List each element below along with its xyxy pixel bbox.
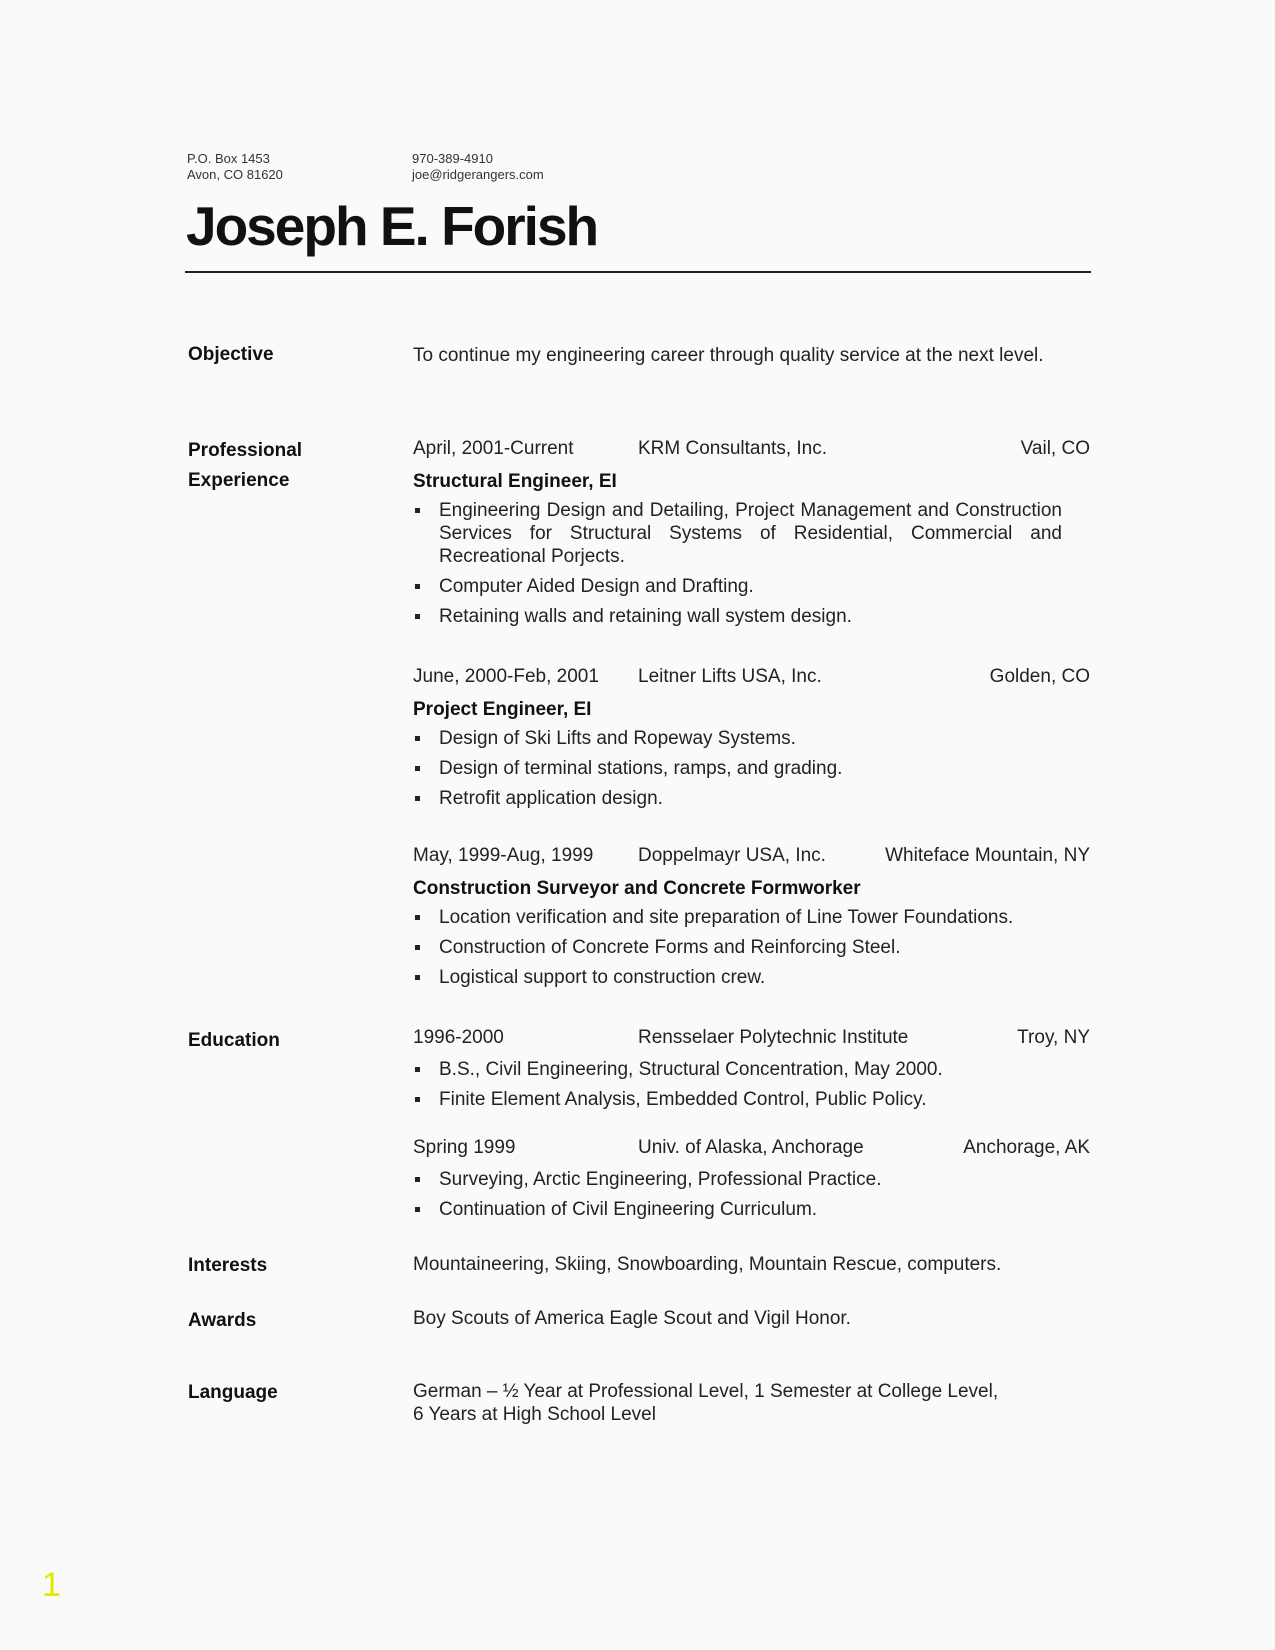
bullet-icon xyxy=(415,796,420,801)
awards-text: Boy Scouts of America Eagle Scout and Vigil Honor. xyxy=(413,1308,851,1329)
bullet-icon xyxy=(415,614,420,619)
list-item: Construction of Concrete Forms and Reinforcing Steel. xyxy=(413,936,1090,959)
entry-header xyxy=(413,437,1090,467)
experience-label xyxy=(188,436,302,496)
experience-label-line-2: Experience xyxy=(188,470,290,491)
entry-organization: Leitner Lifts USA, Inc. xyxy=(638,666,822,687)
bullet-icon xyxy=(415,1067,420,1072)
entry-bullets xyxy=(413,906,1090,989)
education-label: Education xyxy=(188,1030,280,1051)
entry-date: June, 2000-Feb, 2001 xyxy=(413,666,599,687)
entry-date: Spring 1999 xyxy=(413,1137,516,1158)
entry-location: Vail, CO xyxy=(1020,438,1090,459)
entry-organization: Rensselaer Polytechnic Institute xyxy=(638,1027,909,1048)
entry-location: Golden, CO xyxy=(989,666,1090,687)
entry-date: May, 1999-Aug, 1999 xyxy=(413,845,594,866)
list-item: Retaining walls and retaining wall system design. xyxy=(413,605,1090,628)
entry-location: Troy, NY xyxy=(1017,1027,1090,1048)
address-block xyxy=(187,151,283,183)
experience-entry-2 xyxy=(413,665,1090,817)
bullet-icon xyxy=(415,1097,420,1102)
interests-text: Mountaineering, Skiing, Snowboarding, Mountain Rescue, computers. xyxy=(413,1254,1002,1275)
entry-date: April, 2001-Current xyxy=(413,438,574,459)
address-line-2: Avon, CO 81620 xyxy=(187,167,283,182)
entry-organization: Doppelmayr USA, Inc. xyxy=(638,845,826,866)
language-line-2: 6 Years at High School Level xyxy=(413,1404,656,1425)
bullet-icon xyxy=(415,584,420,589)
list-item: Design of terminal stations, ramps, and grading. xyxy=(413,757,1090,780)
language-line-1: German – ½ Year at Professional Level, 1 Semester at College Level, xyxy=(413,1381,999,1402)
entry-date: 1996-2000 xyxy=(413,1027,504,1048)
experience-entry-1 xyxy=(413,437,1090,635)
list-item: Location verification and site preparation of Line Tower Foundations. xyxy=(413,906,1090,929)
email-address: joe@ridgerangers.com xyxy=(412,167,544,182)
language-text xyxy=(413,1380,1090,1426)
experience-label-line-1: Professional xyxy=(188,440,303,461)
entry-header xyxy=(413,1136,1090,1166)
entry-bullets xyxy=(413,727,1090,810)
entry-location: Whiteface Mountain, NY xyxy=(885,845,1090,866)
entry-location: Anchorage, AK xyxy=(963,1137,1090,1158)
contact-block xyxy=(412,151,544,183)
education-entry-2 xyxy=(413,1136,1090,1228)
page-number: 1 xyxy=(42,1566,61,1604)
candidate-name: Joseph E. Forish xyxy=(186,195,598,257)
list-item: B.S., Civil Engineering, Structural Concentration, May 2000. xyxy=(413,1058,1090,1081)
entry-bullets xyxy=(413,499,1090,628)
bullet-icon xyxy=(415,1177,420,1182)
list-item: Finite Element Analysis, Embedded Control, Public Policy. xyxy=(413,1088,1090,1111)
list-item: Retrofit application design. xyxy=(413,787,1090,810)
entry-header xyxy=(413,665,1090,695)
phone-number: 970-389-4910 xyxy=(412,151,493,166)
entry-bullets xyxy=(413,1168,1090,1221)
entry-bullets xyxy=(413,1058,1090,1111)
objective-statement: To continue my engineering career through quality service at the next level. xyxy=(413,345,1044,366)
entry-role: Structural Engineer, EI xyxy=(413,471,617,492)
objective-label: Objective xyxy=(188,344,274,365)
list-item: Computer Aided Design and Drafting. xyxy=(413,575,1090,598)
entry-organization: KRM Consultants, Inc. xyxy=(638,438,828,459)
education-entry-1 xyxy=(413,1026,1090,1118)
bullet-icon xyxy=(415,736,420,741)
entry-role: Construction Surveyor and Concrete Formworker xyxy=(413,878,861,899)
list-item: Logistical support to construction crew. xyxy=(413,966,1090,989)
list-item: Engineering Design and Detailing, Project Management and Construction Services for Structural Systems of Residential, Commercial and Recreational Porjects. xyxy=(413,499,1090,568)
objective-text xyxy=(413,344,1053,367)
awards-label: Awards xyxy=(188,1310,257,1331)
bullet-icon xyxy=(415,1207,420,1212)
entry-header xyxy=(413,844,1090,874)
language-label: Language xyxy=(188,1382,278,1403)
experience-entry-3 xyxy=(413,844,1090,996)
bullet-icon xyxy=(415,945,420,950)
list-item: Continuation of Civil Engineering Curriculum. xyxy=(413,1198,1090,1221)
list-item: Surveying, Arctic Engineering, Professional Practice. xyxy=(413,1168,1090,1191)
bullet-icon xyxy=(415,766,420,771)
bullet-icon xyxy=(415,915,420,920)
interests-label: Interests xyxy=(188,1255,268,1276)
entry-organization: Univ. of Alaska, Anchorage xyxy=(638,1137,864,1158)
header-divider xyxy=(185,271,1091,273)
list-item: Design of Ski Lifts and Ropeway Systems. xyxy=(413,727,1090,750)
bullet-icon xyxy=(415,508,420,513)
entry-header xyxy=(413,1026,1090,1056)
entry-role: Project Engineer, EI xyxy=(413,699,592,720)
address-line-1: P.O. Box 1453 xyxy=(187,151,270,166)
bullet-icon xyxy=(415,975,420,980)
